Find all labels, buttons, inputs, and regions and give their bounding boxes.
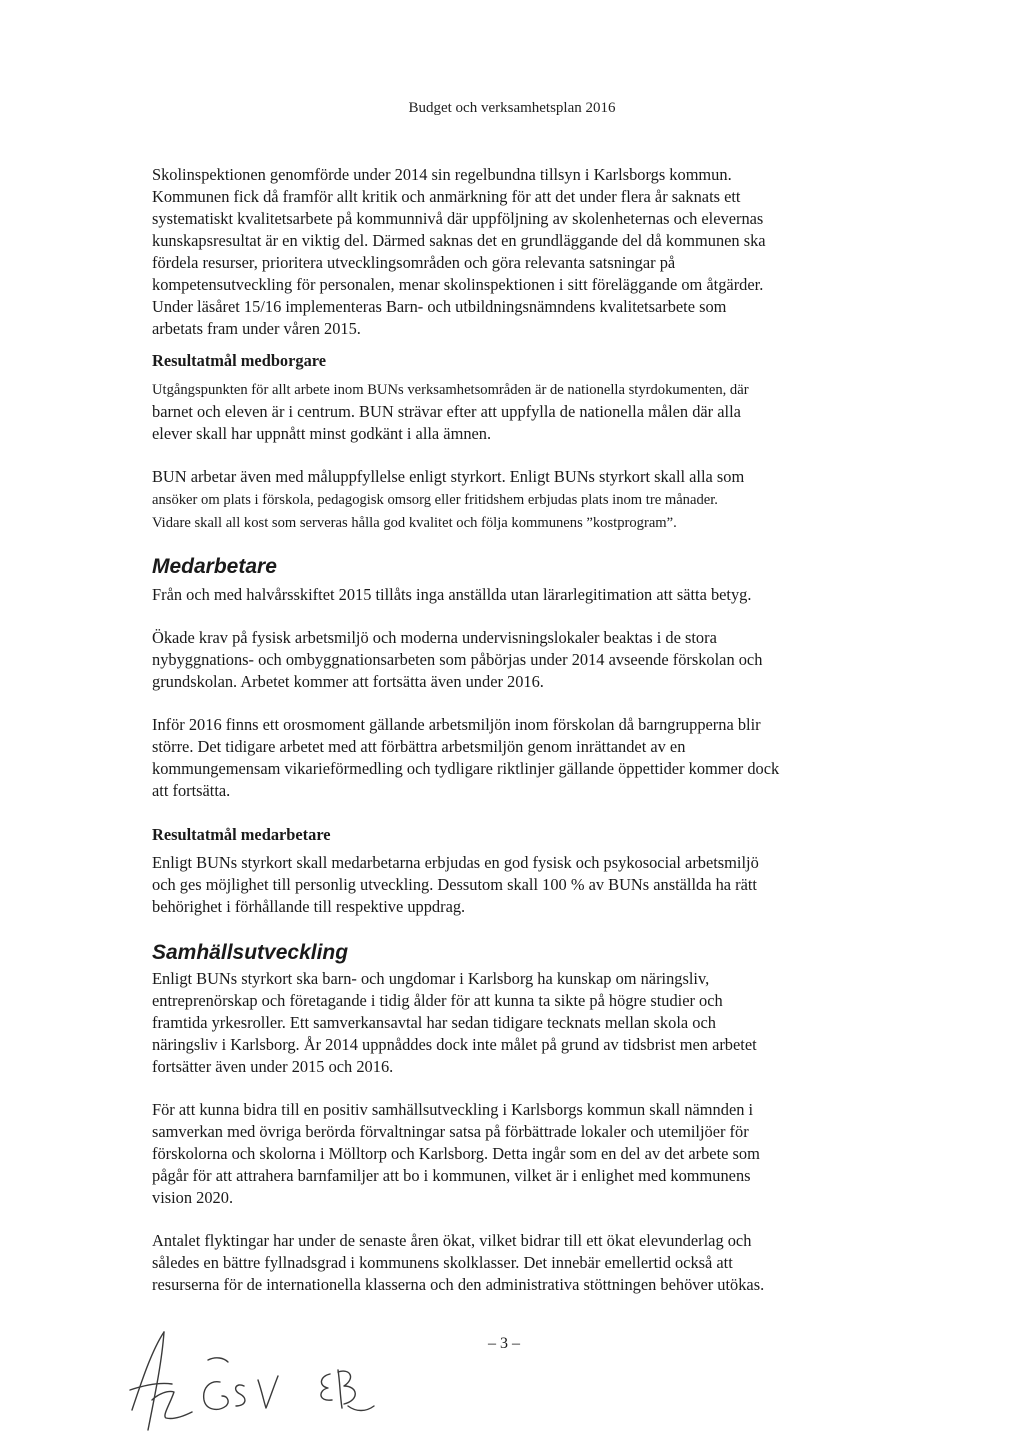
intro-paragraph <box>152 164 892 340</box>
text-line: Ökade krav på fysisk arbetsmiljö och moderna undervisningslokaler beaktas i de stora <box>152 628 717 647</box>
text-line: Kommunen fick då framför allt kritik och anmärkning för att det under flera år saknats ett <box>152 187 741 206</box>
text-line: Under läsåret 15/16 implementeras Barn- och utbildningsnämndens kvalitetsarbete som <box>152 297 727 316</box>
text-line: Antalet flyktingar har under de senaste åren ökat, vilket bidrar till ett ökat elevunderlag och <box>152 1231 752 1250</box>
paragraph <box>152 378 892 445</box>
text-line: pågår för att attrahera barnfamiljer att bo i kommunen, vilket är i enlighet med kommunens <box>152 1166 751 1185</box>
text-line: behörighet i förhållande till respektive uppdrag. <box>152 897 466 916</box>
section-heading-resultat-medarbetare: Resultatmål medarbetare <box>152 825 331 844</box>
text-line: Enligt BUNs styrkort skall medarbetarna erbjudas en god fysisk och psykosocial arbetsmiljö <box>152 853 759 872</box>
text-line: samverkan med övriga berörda förvaltningar satsa på förbättrade lokaler och utemiljöer för <box>152 1122 749 1141</box>
handwritten-signatures <box>112 1320 412 1440</box>
paragraph <box>152 714 892 802</box>
text-line: Från och med halvårsskiftet 2015 tillåts inga anställda utan lärarlegitimation att sätta betyg. <box>152 585 752 604</box>
text-line: Enligt BUNs styrkort ska barn- och ungdomar i Karlsborg ha kunskap om näringsliv, <box>152 969 710 988</box>
text-line: kommungemensam vikarieförmedling och tydligare riktlinjer gällande öppettider kommer dock <box>152 759 780 778</box>
text-line: För att kunna bidra till en positiv samhällsutveckling i Karlsborgs kommun skall nämnden i <box>152 1100 754 1119</box>
text-line: fördela resurser, prioritera utvecklingsområden och göra relevanta satsningar på <box>152 253 676 272</box>
text-line: Utgångspunkten för allt arbete inom BUNs verksamhetsområden är de nationella styrdokumenten, där <box>152 382 749 398</box>
text-line: nybyggnations- och ombyggnationsarbeten som påbörjas under 2014 avseende förskolan och <box>152 650 763 669</box>
paragraph <box>152 627 892 693</box>
text-line: Vidare skall all kost som serveras hålla god kvalitet och följa kommunens ”kostprogram”. <box>152 515 677 531</box>
paragraph <box>152 1099 892 1209</box>
text-line: grundskolan. Arbetet kommer att fortsätta även under 2016. <box>152 672 544 691</box>
text-line: vision 2020. <box>152 1188 234 1207</box>
text-line: att fortsätta. <box>152 781 231 800</box>
paragraph <box>152 1230 892 1296</box>
text-line: kunskapsresultat är en viktig del. Därmed saknas det en grundläggande del då kommunen ska <box>152 231 766 250</box>
text-line: således en bättre fyllnadsgrad i kommunens skolklasser. Det innebär emellertid också att <box>152 1253 733 1272</box>
text-line: näringsliv i Karlsborg. År 2014 uppnåddes dock inte målet på grund av tidsbrist men arbetet <box>152 1035 757 1054</box>
text-line: systematiskt kvalitetsarbete på kommunnivå där uppföljning av skolenheternas och elevernas <box>152 209 764 228</box>
text-line: framtida yrkesroller. Ett samverkansavtal har sedan tidigare tecknats mellan skola och <box>152 1013 716 1032</box>
text-line: förskolorna och skolorna i Mölltorp och Karlsborg. Detta ingår som en del av det arbete som <box>152 1144 760 1163</box>
text-line: elever skall har uppnått minst godkänt i alla ämnen. <box>152 424 492 443</box>
text-line: arbetats fram under våren 2015. <box>152 319 361 338</box>
paragraph <box>152 466 892 534</box>
text-line: ansöker om plats i förskola, pedagogisk omsorg eller fritidshem erbjudas plats inom tre månader. <box>152 492 718 508</box>
text-line: och ges möjlighet till personlig utveckling. Dessutom skall 100 % av BUNs anställda ha rätt <box>152 875 757 894</box>
text-line: Skolinspektionen genomförde under 2014 sin regelbundna tillsyn i Karlsborgs kommun. <box>152 165 732 184</box>
section-heading-medarbetare: Medarbetare <box>152 555 277 578</box>
text-line: entreprenörskap och företagande i tidig ålder för att kunna ta sikte på högre studier och <box>152 991 723 1010</box>
text-line: kompetensutveckling för personalen, menar skolinspektionen i sitt föreläggande om åtgärder. <box>152 275 764 294</box>
text-line: Inför 2016 finns ett orosmoment gällande arbetsmiljön inom förskolan då barngrupperna blir <box>152 715 761 734</box>
paragraph <box>152 584 892 606</box>
text-line: barnet och eleven är i centrum. BUN strävar efter att uppfylla de nationella målen där alla <box>152 402 741 421</box>
section-heading-samhallsutveckling: Samhällsutveckling <box>152 941 349 964</box>
text-line: större. Det tidigare arbetet med att förbättra arbetsmiljön genom inrättandet av en <box>152 737 686 756</box>
text-line: BUN arbetar även med måluppfyllelse enligt styrkort. Enligt BUNs styrkort skall alla som <box>152 467 745 486</box>
section-heading-resultat-medborgare: Resultatmål medborgare <box>152 351 327 370</box>
page-number: – 3 – <box>488 1335 520 1352</box>
document-body <box>152 164 892 1296</box>
paragraph <box>152 968 892 1078</box>
paragraph <box>152 852 892 918</box>
page-header: Budget och verksamhetsplan 2016 <box>408 100 616 116</box>
text-line: resurserna för de internationella klasserna och den administrativa stöttningen behöver utökas. <box>152 1275 765 1294</box>
text-line: fortsätter även under 2015 och 2016. <box>152 1057 394 1076</box>
